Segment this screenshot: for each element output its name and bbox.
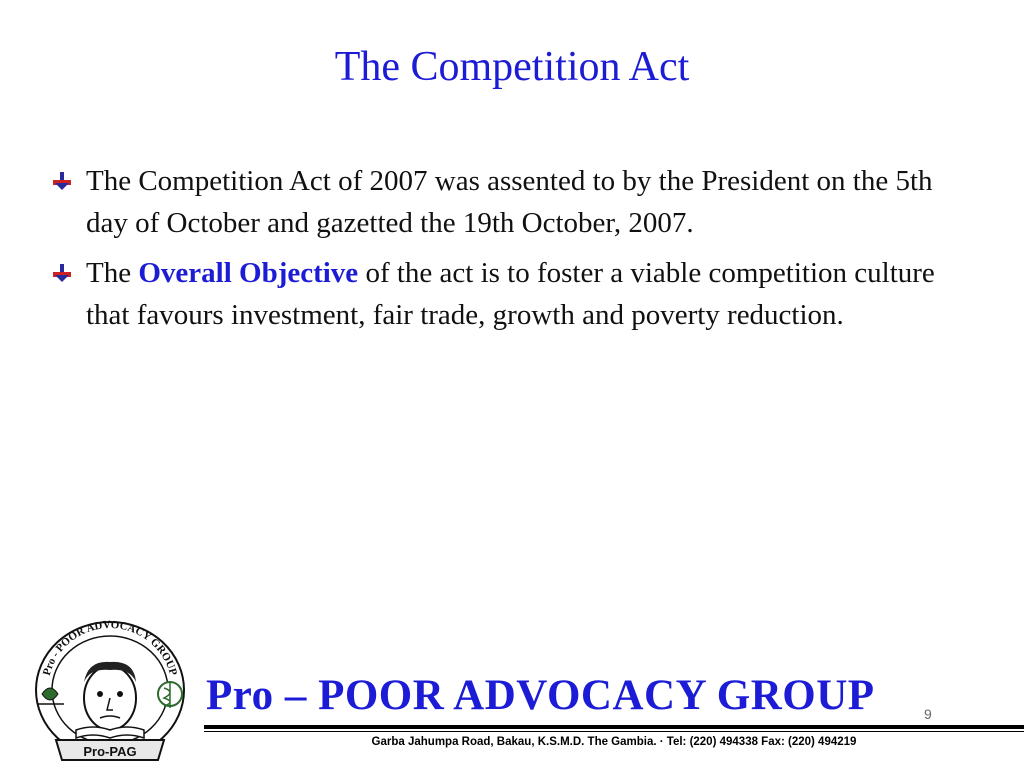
bullet-list <box>46 160 946 344</box>
bullet-text: The Competition Act of 2007 was assented to by the President on the 5th day of October and gazetted the 19th October, 2007. <box>86 165 933 239</box>
footer-divider-thin <box>204 731 1024 732</box>
footer-address: Garba Jahumpa Road, Bakau, K.S.M.D. The Gambia. · Tel: (220) 494338 Fax: (220) 494219 <box>371 736 857 748</box>
slide-title: The Competition Act <box>334 44 690 90</box>
arrow-down-bullet-icon <box>52 171 72 191</box>
bullet-text-suffix: of the act is to foster a viable competition culture that favours investment, fair trade, growth and poverty reduction. <box>86 257 935 331</box>
logo-ring-text: Pro - POOR ADVOCACY GROUP <box>40 618 180 677</box>
page-number: 9 <box>924 706 932 722</box>
bullet-item <box>46 252 946 336</box>
organization-name: Pro – POOR ADVOCACY GROUP <box>206 672 875 719</box>
overall-objective-emphasis: Overall Objective <box>138 257 359 289</box>
pro-pag-logo <box>18 612 202 762</box>
logo-banner-text: Pro-PAG <box>83 744 137 759</box>
arrow-down-bullet-icon <box>52 263 72 283</box>
footer-divider <box>204 725 1024 729</box>
bullet-text-prefix: The <box>86 257 139 289</box>
bullet-item <box>46 160 946 244</box>
